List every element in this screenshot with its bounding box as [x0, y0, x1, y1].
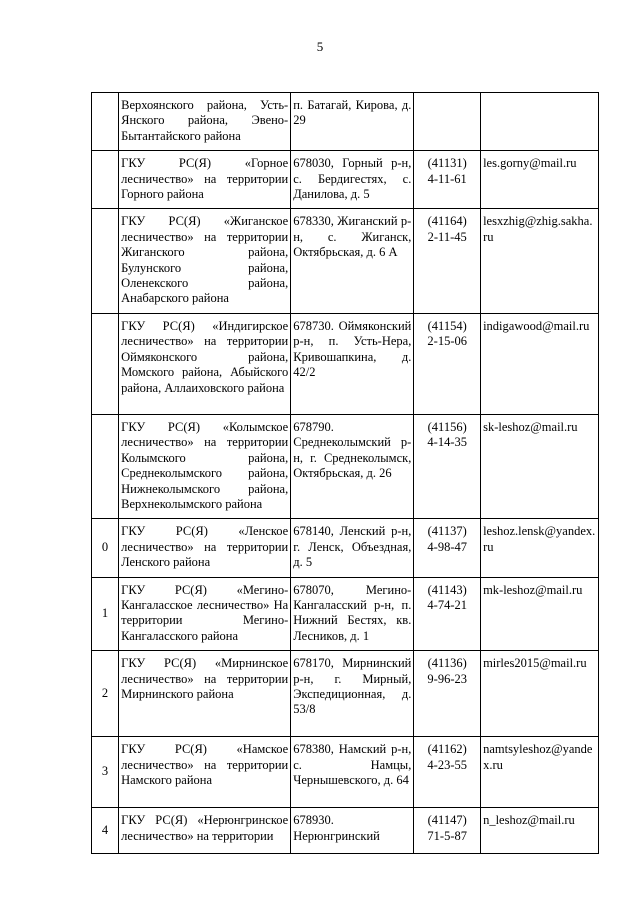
table-row — [92, 519, 599, 577]
row-number-cell — [92, 209, 119, 313]
phone-area-code: (41143) — [427, 582, 467, 597]
phone-number: 71-5-87 — [427, 828, 467, 843]
table-row — [92, 209, 599, 313]
phone-cell — [414, 808, 481, 854]
phone-area-code: (41156) — [427, 419, 467, 434]
row-number-cell: 4 — [92, 808, 119, 854]
phone-number: 4-98-47 — [427, 539, 467, 554]
forestry-name-cell: ГКУ РС(Я) «Горное лесничество» на территории Горного района — [119, 151, 291, 209]
row-number-cell: 0 — [92, 519, 119, 577]
row-number-cell — [92, 313, 119, 414]
address-cell: 678930. Нерюнгринский — [291, 808, 414, 854]
row-number-cell: 1 — [92, 577, 119, 651]
row-number-cell — [92, 93, 119, 151]
table-row — [92, 313, 599, 414]
forestry-name-cell: ГКУ РС(Я) «Колымское лесничество» на территории Колымского района, Среднеколымского района, Нижнеколымского района, Верхнеколымского района — [119, 414, 291, 518]
email-cell[interactable]: les.gorny@mail.ru — [481, 151, 599, 209]
phone-number: 4-23-55 — [427, 757, 467, 772]
address-cell: п. Батагай, Кирова, д. 29 — [291, 93, 414, 151]
email-cell[interactable]: indigawood@mail.ru — [481, 313, 599, 414]
table-row — [92, 151, 599, 209]
table-row — [92, 651, 599, 737]
email-cell[interactable]: lesxzhig@zhig.sakha.ru — [481, 209, 599, 313]
row-number-cell: 2 — [92, 651, 119, 737]
table-row — [92, 577, 599, 651]
phone-area-code: (41137) — [427, 524, 467, 539]
phone-area-code: (41147) — [427, 813, 467, 828]
row-number-cell — [92, 151, 119, 209]
address-cell: 678330, Жиганский р-н, с. Жиганск, Октябрьская, д. 6 А — [291, 209, 414, 313]
email-cell[interactable]: namtsyleshoz@yandex.ru — [481, 737, 599, 808]
forestry-name-cell: ГКУ РС(Я) «Намское лесничество» на территории Намского района — [119, 737, 291, 808]
table-row — [92, 93, 599, 151]
address-cell: 678170, Мирнинский р-н, г. Мирный, Экспедиционная, д. 53/8 — [291, 651, 414, 737]
phone-cell — [414, 414, 481, 518]
email-cell[interactable]: sk-leshoz@mail.ru — [481, 414, 599, 518]
forestry-name-cell: ГКУ РС(Я) «Нерюнгринское лесничество» на территории — [119, 808, 291, 854]
phone-cell — [414, 519, 481, 577]
phone-cell — [414, 93, 481, 151]
forestry-name-cell: ГКУ РС(Я) «Жиганское лесничество» на территории Жиганского района, Булунского района, Оленекского района, Анабарского района — [119, 209, 291, 313]
phone-cell — [414, 577, 481, 651]
row-number-cell: 3 — [92, 737, 119, 808]
phone-area-code: (41131) — [427, 156, 467, 171]
phone-number: 9-96-23 — [427, 671, 467, 686]
forestry-name-cell: Верхоянского района, Усть-Янского района, Эвено-Бытантайского района — [119, 93, 291, 151]
email-cell[interactable]: mirles2015@mail.ru — [481, 651, 599, 737]
address-cell: 678140, Ленский р-н, г. Ленск, Объездная, д. 5 — [291, 519, 414, 577]
address-cell: 678070, Мегино-Кангаласский р-н, п. Нижний Бестях, кв. Лесников, д. 1 — [291, 577, 414, 651]
phone-cell — [414, 737, 481, 808]
phone-area-code: (41162) — [427, 742, 467, 757]
phone-area-code: (41136) — [427, 656, 467, 671]
forestry-name-cell: ГКУ РС(Я) «Мегино-Кангаласское лесничество» На территории Мегино-Кангаласского района — [119, 577, 291, 651]
phone-number: 4-14-35 — [427, 435, 467, 450]
email-cell[interactable]: leshoz.lensk@yandex.ru — [481, 519, 599, 577]
row-number-cell — [92, 414, 119, 518]
table-row — [92, 808, 599, 854]
phone-number: 4-11-61 — [427, 171, 467, 186]
forestry-contacts-table — [91, 92, 599, 854]
phone-area-code: (41164) — [427, 214, 467, 229]
email-cell — [481, 93, 599, 151]
address-cell: 678730. Оймяконский р-н, п. Усть-Нера, Кривошапкина, д. 42/2 — [291, 313, 414, 414]
phone-cell — [414, 651, 481, 737]
page-number: 5 — [316, 39, 324, 54]
email-cell[interactable]: mk-leshoz@mail.ru — [481, 577, 599, 651]
phone-cell — [414, 313, 481, 414]
address-cell: 678380, Намский р-н, с. Намцы, Чернышевского, д. 64 — [291, 737, 414, 808]
address-cell: 678030, Горный р-н, с. Бердигестях, с. Данилова, д. 5 — [291, 151, 414, 209]
table-row — [92, 414, 599, 518]
phone-number: 2-15-06 — [427, 334, 467, 349]
forestry-name-cell: ГКУ РС(Я) «Индигирское лесничество» на территории Оймяконского района, Момского района, Абыйского района, Аллаиховского района — [119, 313, 291, 414]
phone-area-code: (41154) — [427, 318, 467, 333]
email-cell[interactable]: n_leshoz@mail.ru — [481, 808, 599, 854]
phone-number: 4-74-21 — [427, 597, 467, 612]
phone-number: 2-11-45 — [427, 229, 467, 244]
phone-cell — [414, 209, 481, 313]
address-cell: 678790. Среднеколымский р-н, г. Среднеколымск, Октябрьская, д. 26 — [291, 414, 414, 518]
forestry-name-cell: ГКУ РС(Я) «Мирнинское лесничество» на территории Мирнинского района — [119, 651, 291, 737]
table-row — [92, 737, 599, 808]
forestry-name-cell: ГКУ РС(Я) «Ленское лесничество» на территории Ленского района — [119, 519, 291, 577]
phone-cell — [414, 151, 481, 209]
